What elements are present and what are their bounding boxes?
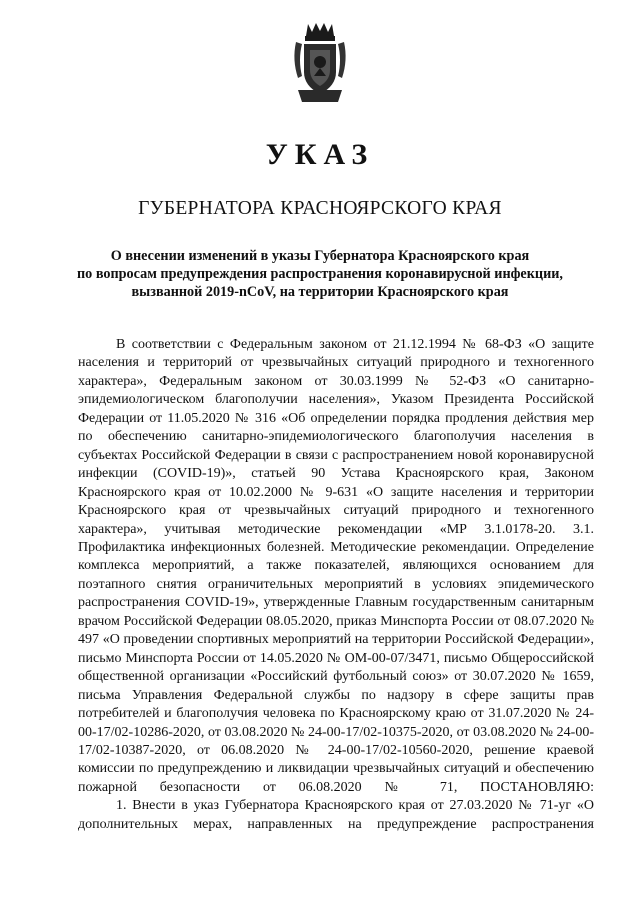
decree-body (78, 336, 594, 834)
subject-line: вызванной 2019-nCoV, на территории Красноярского края (131, 284, 509, 300)
clause-paragraph: 1. Внести в указ Губернатора Красноярского края от 27.03.2020 № 71-уг «О дополнительных мерах, направленных на предупреждение распространения (78, 798, 594, 832)
decree-subject (60, 247, 580, 301)
issuer-heading: ГУБЕРНАТОРА КРАСНОЯРСКОГО КРАЯ (138, 198, 502, 219)
preamble-paragraph: В соответствии с Федеральным законом от 21.12.1994 № 68-ФЗ «О защите населения и территорий от чрезвычайных ситуаций природного и техногенного характера», Федеральным законом от 30.03.1999 № 52-ФЗ «О санитарно-эпидемиологическом благополучии населения», Указом Президента Российской Федерации от 11.05.2020 № 316 «Об определении порядка продления действия мер по обеспечению санитарно-эпидемиологического благополучия населения в субъектах Российской Федерации в связи с распространением новой коронавирусной инфекции (COVID-19)», статьей 90 Устава Красноярского края, Законом Красноярского края от 10.02.2000 № 9-631 «О защите населения и территории Красноярского края от чрезвычайных ситуаций природного и техногенного характера», учитывая методические рекомендации «МР 3.1.0178-20. 3.1. Профилактика инфекционных болезней. Методические рекомендации. Определение комплекса мероприятий, а также показателей, являющихся основанием для поэтапного снятия ограничительных мероприятий в условиях эпидемического распространения COVID-19», утвержденные Главным государственным санитарным врачом Российской Федерации 08.05.2020, приказ Минспорта России от 08.07.2020 № 497 «О проведении спортивных мероприятий на территории Российской Федерации», письмо Минспорта России от 14.05.2020 № ОМ-00-07/3471, письмо Общероссийской общественной организации «Российский футбольный союз» от 30.07.2020 № 1659, письма Управления Федеральной службы по надзору в сфере защиты прав потребителей и благополучия человека по Красноярскому краю от 31.07.2020 № 24-00-17/02-10286-2020, от 03.08.2020 № 24-00-17/02-10375-2020, от 03.08.2020 № 24-00-17/02-10387-2020, от 06.08.2020 № 24-00-17/02-10560-2020, решение краевой комиссии по предупреждению и ликвидации чрезвычайных ситуаций и обеспечению пожарной безопасности от 06.08.2020 № 71, ПОСТАНОВЛЯЮ: (78, 337, 594, 795)
subject-line: О внесении изменений в указы Губернатора Красноярского края (110, 248, 530, 264)
subject-line: по вопросам предупреждения распространения коронавирусной инфекции, (77, 266, 563, 282)
decree-title: УКАЗ (265, 138, 375, 171)
coat-of-arms-emblem (290, 20, 350, 106)
